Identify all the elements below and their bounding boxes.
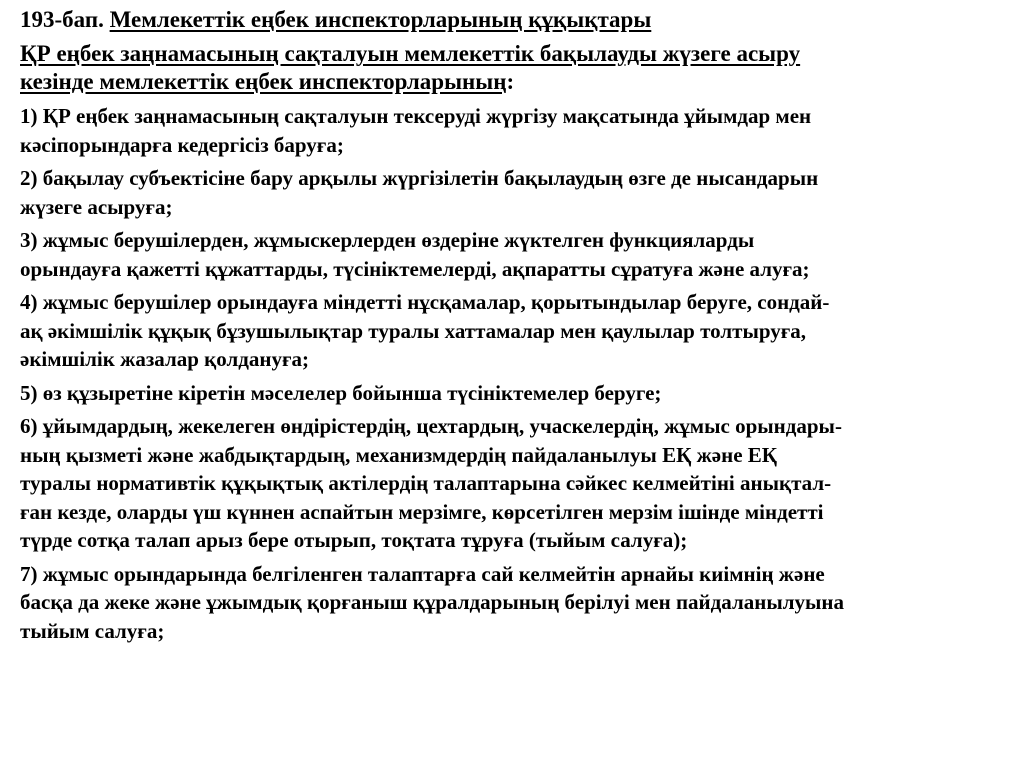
- list-item-4: [20, 288, 1024, 374]
- list-item-line: 5) өз құзыретіне кіретін мәселелер бойынша түсініктемелер беруге;: [20, 380, 662, 405]
- list-item-line: орындауға қажетті құжаттарды, түсініктемелерді, ақпаратты сұратуға және алуға;: [20, 256, 810, 281]
- list-item-line: басқа да жеке және ұжымдық қорғаныш құралдарының берілуі мен пайдаланылуына: [20, 590, 845, 614]
- slide-content: [20, 6, 1024, 650]
- list-item-line: 1) ҚР еңбек заңнамасының сақталуын тексеруді жүргізу мақсатында ұйымдар мен: [20, 104, 812, 128]
- intro-colon: :: [506, 69, 515, 94]
- list-item-1: [20, 102, 1024, 159]
- list-item-2: [20, 164, 1024, 221]
- list-item-line: ақ әкімшілік құқық бұзушылықтар туралы хаттамалар мен қаулылар толтыруға,: [20, 318, 807, 343]
- list-item-line: әкімшілік жазалар қолдануға;: [20, 347, 310, 371]
- list-item-6: [20, 412, 1024, 555]
- article-number: 193-бап.: [20, 7, 110, 32]
- list-item-line: жүзеге асыруға;: [20, 194, 173, 219]
- list-item-line: ның қызметі және жабдықтардың, механизмдердің пайдаланылуы ЕҚ және ЕҚ: [20, 442, 778, 467]
- list-item-line: түрде сотқа талап арыз бере отырып, тоқтата тұруға (тыйым салуға);: [20, 528, 688, 552]
- list-item-line: ған кезде, оларды үш күннен аспайтын мерзімге, көрсетілген мерзім ішінде міндетті: [20, 499, 824, 524]
- list-item-line: 6) ұйымдардың, жекелеген өндірістердің, цехтардың, учаскелердің, жұмыс орындары-: [20, 414, 842, 438]
- article-heading: Мемлекеттік еңбек инспекторларының құқықтары: [109, 7, 652, 32]
- list-item-line: 2) бақылау субъектісіне бару арқылы жүргізілетін бақылаудың өзге де нысандарын: [20, 166, 819, 190]
- list-item-line: 3) жұмыс берушілерден, жұмыскерлерден өздеріне жүктелген функцияларды: [20, 228, 755, 252]
- intro-line-text: кезінде мемлекеттік еңбек инспекторларының: [20, 69, 507, 94]
- list-item-line: тыйым салуға;: [20, 618, 165, 643]
- list-item-5: [20, 379, 1024, 408]
- intro-paragraph: [20, 40, 1024, 96]
- list-item-3: [20, 226, 1024, 283]
- intro-line: [20, 68, 1024, 96]
- list-item-7: [20, 560, 1024, 646]
- list-item-line: 7) жұмыс орындарында белгіленген талаптарға сай келмейтін арнайы киімнің және: [20, 561, 825, 586]
- article-title: [20, 6, 1024, 34]
- intro-line: ҚР еңбек заңнамасының сақталуын мемлекеттік бақылауды жүзеге асыру: [20, 41, 801, 66]
- list-item-line: туралы нормативтік құқықтық актілердің талаптарына сәйкес келмейтіні анықтал-: [20, 471, 832, 495]
- list-item-line: кәсіпорындарға кедергісіз баруға;: [20, 132, 344, 157]
- list-item-line: 4) жұмыс берушілер орындауға міндетті нұсқамалар, қорытындылар беруге, сондай-: [20, 290, 830, 314]
